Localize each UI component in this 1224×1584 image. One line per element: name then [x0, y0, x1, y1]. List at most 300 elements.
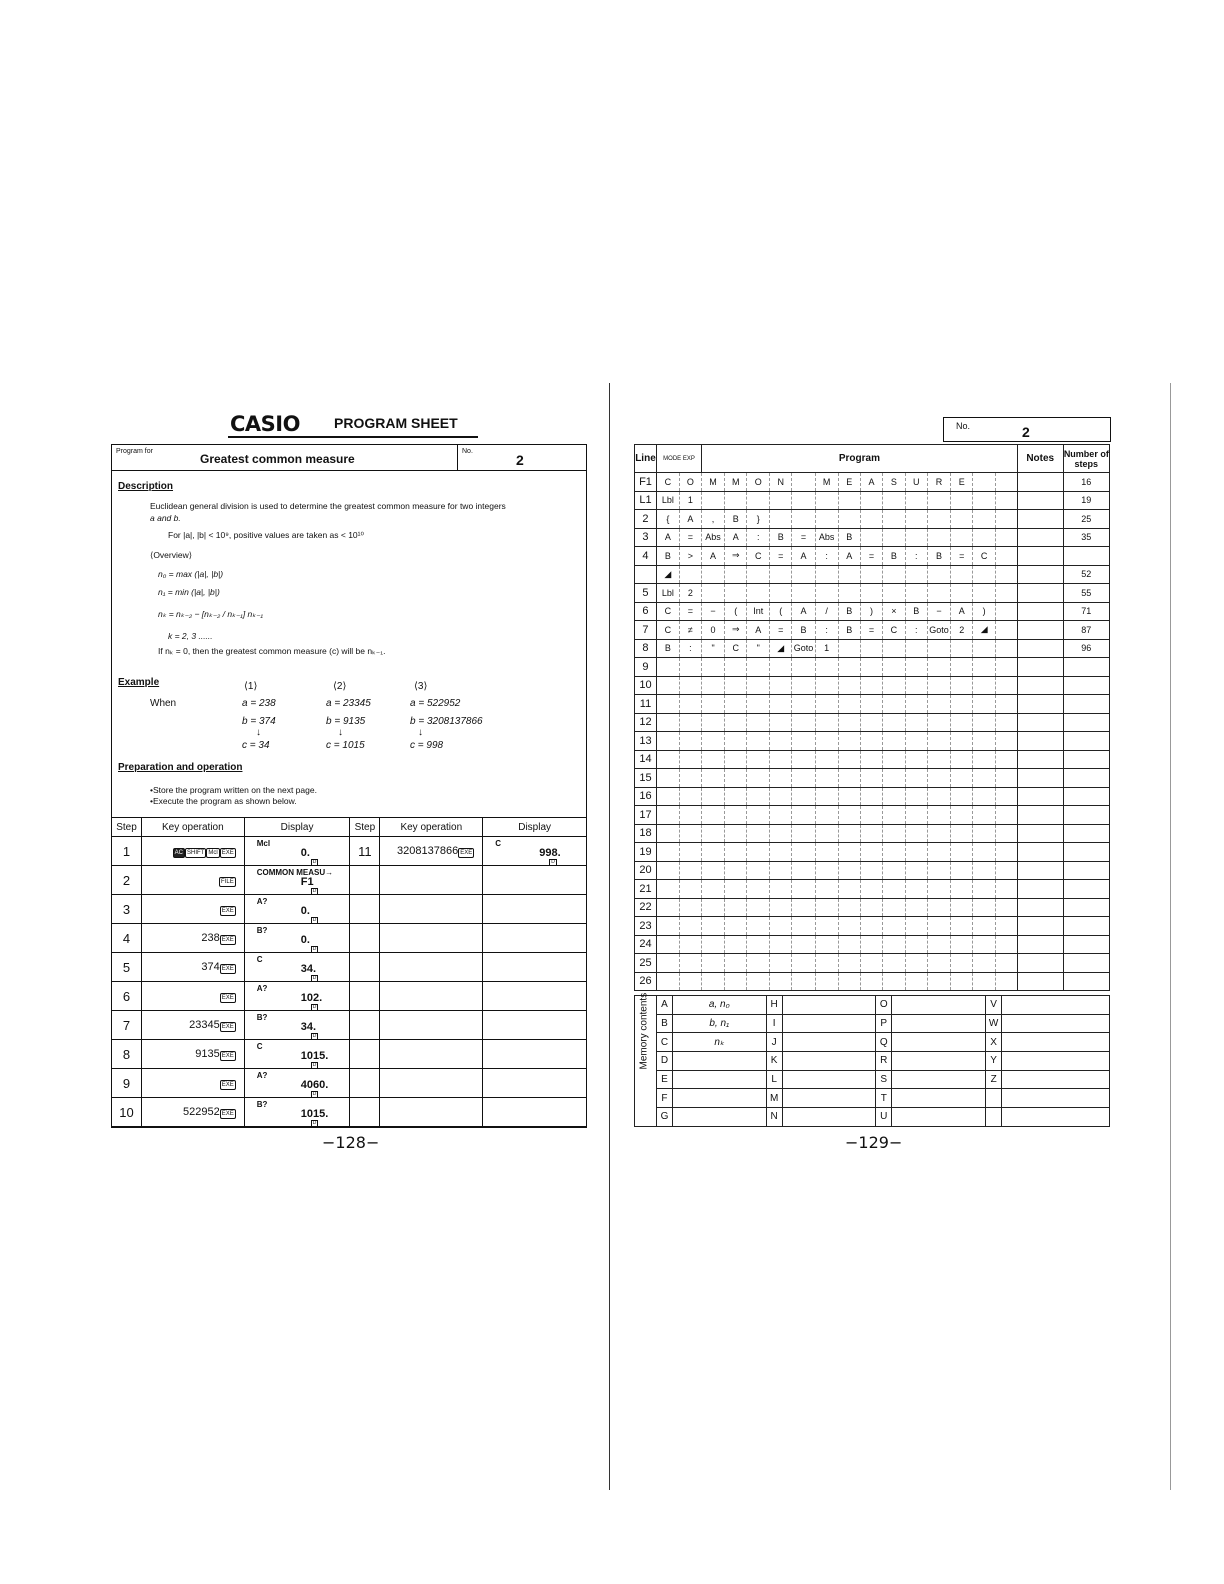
program-cell — [951, 658, 973, 677]
memory-key: T — [876, 1089, 892, 1108]
memory-row — [635, 1070, 1110, 1089]
memory-value — [892, 1052, 986, 1071]
memory-key — [985, 1108, 1001, 1127]
memory-value — [782, 996, 876, 1015]
program-cell — [995, 750, 1017, 769]
program-cell — [905, 584, 927, 603]
program-cell — [838, 584, 860, 603]
steps-cell: 19 — [1063, 491, 1109, 510]
program-cell: 1 — [679, 491, 701, 510]
program-cell — [883, 787, 905, 806]
line-number: F1 — [635, 473, 657, 492]
program-row — [635, 658, 1110, 677]
line-number: 11 — [635, 695, 657, 714]
program-cell — [770, 676, 792, 695]
program-cell — [927, 972, 950, 991]
program-cell — [905, 676, 927, 695]
program-cell — [905, 639, 927, 658]
program-cell — [860, 843, 882, 862]
line-number: 4 — [635, 547, 657, 566]
header-program: Program — [702, 445, 1018, 473]
program-cell — [656, 880, 679, 899]
program-cell — [927, 491, 950, 510]
right-edge — [1170, 383, 1171, 1490]
program-cell: × — [883, 602, 905, 621]
display-cell — [244, 895, 350, 924]
program-cell — [838, 695, 860, 714]
program-cell — [679, 806, 701, 825]
program-cell — [838, 658, 860, 677]
memory-key: U — [876, 1108, 892, 1127]
program-cell — [838, 843, 860, 862]
steps-cell — [1063, 843, 1109, 862]
program-cell: ( — [725, 602, 747, 621]
program-cell — [725, 713, 747, 732]
program-cell — [815, 935, 838, 954]
program-cell — [702, 954, 725, 973]
program-cell — [770, 898, 792, 917]
program-row — [635, 528, 1110, 547]
steps-cell — [1063, 917, 1109, 936]
program-cell — [860, 565, 882, 584]
program-cell — [747, 750, 770, 769]
notes-cell — [1017, 935, 1063, 954]
program-cell: ◢ — [656, 565, 679, 584]
key-operation — [380, 1069, 483, 1098]
program-cell — [995, 843, 1017, 862]
example-col2-label: ⟨2⟩ — [333, 681, 347, 692]
program-cell — [792, 769, 815, 788]
program-cell — [770, 861, 792, 880]
program-cell — [860, 935, 882, 954]
operation-row — [112, 1098, 587, 1127]
program-cell — [973, 861, 995, 880]
program-cell — [905, 491, 927, 510]
program-cell: Lbl — [656, 584, 679, 603]
program-cell — [995, 769, 1017, 788]
line-number: 2 — [635, 510, 657, 529]
program-cell — [995, 621, 1017, 640]
program-cell — [883, 639, 905, 658]
program-cell — [995, 695, 1017, 714]
program-cell — [725, 750, 747, 769]
program-cell — [747, 787, 770, 806]
program-cell — [770, 843, 792, 862]
key-operation — [380, 924, 483, 953]
program-cell — [905, 843, 927, 862]
program-cell — [973, 491, 995, 510]
key-operation — [141, 837, 244, 866]
notes-cell — [1017, 824, 1063, 843]
notes-cell — [1017, 639, 1063, 658]
program-row — [635, 713, 1110, 732]
steps-cell — [1063, 880, 1109, 899]
key-operation — [141, 1098, 244, 1127]
header-steps: Number of steps — [1063, 445, 1109, 473]
notes-cell — [1017, 491, 1063, 510]
memory-contents-label — [635, 993, 657, 1127]
program-cell — [951, 510, 973, 529]
display-cell — [483, 1040, 587, 1069]
program-cell — [860, 695, 882, 714]
program-cell — [747, 824, 770, 843]
memory-key: A — [656, 996, 672, 1015]
memory-key — [985, 1089, 1001, 1108]
program-row — [635, 972, 1110, 991]
program-cell — [747, 843, 770, 862]
program-cell — [747, 769, 770, 788]
program-cell — [973, 565, 995, 584]
program-cell — [679, 732, 701, 751]
line-number: 8 — [635, 639, 657, 658]
program-cell — [656, 824, 679, 843]
program-cell — [927, 935, 950, 954]
program-cell — [792, 898, 815, 917]
step-number — [350, 866, 380, 895]
program-cell — [883, 824, 905, 843]
memory-key: R — [876, 1052, 892, 1071]
description-line-1: Euclidean general division is used to determine the greatest common measure for two integers — [150, 501, 506, 511]
program-cell: : — [905, 621, 927, 640]
memory-row — [635, 1033, 1110, 1052]
program-cell — [725, 972, 747, 991]
program-cell: ◢ — [770, 639, 792, 658]
program-cell — [951, 528, 973, 547]
program-row — [635, 787, 1110, 806]
program-cell — [747, 806, 770, 825]
program-cell — [905, 861, 927, 880]
program-cell — [905, 935, 927, 954]
memory-row — [635, 1089, 1110, 1108]
program-cell — [927, 695, 950, 714]
program-cell — [702, 935, 725, 954]
display-cell — [244, 1098, 350, 1127]
line-number: 20 — [635, 861, 657, 880]
program-cell — [815, 695, 838, 714]
memory-value — [782, 1033, 876, 1052]
program-cell — [702, 824, 725, 843]
program-cell — [725, 880, 747, 899]
steps-cell: 16 — [1063, 473, 1109, 492]
program-cell: = — [770, 547, 792, 566]
program-cell — [838, 954, 860, 973]
display-indicator: D — [312, 1062, 317, 1068]
key-operation — [380, 982, 483, 1011]
program-cell: Abs — [815, 528, 838, 547]
memory-key: B — [656, 1014, 672, 1033]
notes-cell — [1017, 510, 1063, 529]
program-cell: − — [702, 602, 725, 621]
operation-row — [112, 1040, 587, 1069]
program-cell: Abs — [702, 528, 725, 547]
program-cell: M — [702, 473, 725, 492]
display-value: 0. — [300, 905, 310, 917]
program-cell — [883, 935, 905, 954]
program-cell — [815, 510, 838, 529]
notes-cell — [1017, 676, 1063, 695]
program-cell — [838, 676, 860, 695]
memory-key: W — [985, 1014, 1001, 1033]
steps-cell: 71 — [1063, 602, 1109, 621]
program-cell — [995, 972, 1017, 991]
program-cell — [815, 565, 838, 584]
program-cell — [951, 732, 973, 751]
program-cell: − — [927, 602, 950, 621]
program-cell — [792, 935, 815, 954]
program-cell — [860, 676, 882, 695]
prep-line-1: •Store the program written on the next page. — [150, 785, 317, 795]
memory-value — [672, 1052, 766, 1071]
program-cell — [973, 732, 995, 751]
program-cell — [951, 676, 973, 695]
program-cell — [747, 935, 770, 954]
program-cell — [860, 898, 882, 917]
program-cell: ⇒ — [725, 547, 747, 566]
program-cell — [973, 639, 995, 658]
program-cell — [702, 658, 725, 677]
program-cell — [995, 528, 1017, 547]
display-indicator: D — [551, 859, 555, 865]
program-cell — [951, 824, 973, 843]
display-indicator: D — [312, 1004, 317, 1010]
program-cell — [838, 713, 860, 732]
program-cell — [860, 750, 882, 769]
program-cell — [792, 510, 815, 529]
program-cell — [702, 732, 725, 751]
key-operation — [380, 953, 483, 982]
notes-cell — [1017, 880, 1063, 899]
line-number: 21 — [635, 880, 657, 899]
key-operation — [141, 866, 244, 895]
program-cell — [815, 750, 838, 769]
program-row — [635, 695, 1110, 714]
memory-key: Z — [985, 1070, 1001, 1089]
notes-cell — [1017, 861, 1063, 880]
program-cell — [702, 917, 725, 936]
example-col1-arrow: ↓ — [256, 727, 261, 738]
program-cell — [815, 880, 838, 899]
program-cell — [883, 695, 905, 714]
program-cell: 1 — [815, 639, 838, 658]
program-cell: M — [815, 473, 838, 492]
display-cell — [244, 1040, 350, 1069]
program-row — [635, 880, 1110, 899]
program-cell — [702, 713, 725, 732]
program-cell — [995, 880, 1017, 899]
program-cell: } — [747, 510, 770, 529]
memory-row — [635, 1014, 1110, 1033]
program-cell — [995, 806, 1017, 825]
memory-value — [672, 1089, 766, 1108]
program-cell — [951, 565, 973, 584]
program-cell — [815, 954, 838, 973]
program-cell — [973, 917, 995, 936]
notes-cell — [1017, 769, 1063, 788]
program-cell — [951, 972, 973, 991]
program-cell: B — [792, 621, 815, 640]
example-col1-label: ⟨1⟩ — [244, 681, 258, 692]
memory-key: N — [766, 1108, 782, 1127]
program-cell — [973, 658, 995, 677]
program-cell: A — [838, 547, 860, 566]
program-cell: 2 — [679, 584, 701, 603]
program-cell — [656, 750, 679, 769]
program-cell — [792, 695, 815, 714]
program-cell — [995, 491, 1017, 510]
key-cap: EXE — [221, 994, 234, 1001]
program-cell — [973, 824, 995, 843]
program-cell — [656, 843, 679, 862]
step-number: 4 — [112, 924, 142, 953]
header-display-2: Display — [483, 818, 587, 837]
example-col2-c: c = 1015 — [326, 740, 365, 751]
program-cell: = — [679, 602, 701, 621]
key-digits: 522952 — [182, 1105, 220, 1118]
key-cap: EXE — [221, 1052, 234, 1059]
line-number: 23 — [635, 917, 657, 936]
line-number: 14 — [635, 750, 657, 769]
memory-table — [634, 995, 1110, 1127]
line-number: L1 — [635, 491, 657, 510]
program-cell — [838, 824, 860, 843]
program-cell — [951, 713, 973, 732]
program-cell — [770, 806, 792, 825]
display-value: 34. — [300, 963, 317, 975]
program-cell: 2 — [951, 621, 973, 640]
program-cell: S — [883, 473, 905, 492]
program-cell — [838, 806, 860, 825]
program-cell — [770, 972, 792, 991]
program-cell — [883, 917, 905, 936]
step-number: 9 — [112, 1069, 142, 1098]
program-cell — [725, 861, 747, 880]
program-cell — [679, 917, 701, 936]
program-cell — [815, 769, 838, 788]
program-cell: A — [860, 473, 882, 492]
program-cell — [656, 787, 679, 806]
program-cell: ≠ — [679, 621, 701, 640]
steps-cell — [1063, 732, 1109, 751]
program-cell — [838, 510, 860, 529]
program-row — [635, 935, 1110, 954]
program-cell — [725, 843, 747, 862]
display-cell — [244, 1069, 350, 1098]
program-cell — [702, 880, 725, 899]
program-cell — [883, 510, 905, 529]
display-value: 998. — [539, 847, 561, 859]
program-cell — [927, 713, 950, 732]
program-cell — [747, 880, 770, 899]
program-cell — [883, 769, 905, 788]
program-cell — [860, 824, 882, 843]
program-cell — [656, 972, 679, 991]
program-cell — [792, 676, 815, 695]
program-cell — [995, 547, 1017, 566]
key-cap: EXE — [221, 1081, 234, 1088]
description-line-2: a and b. — [150, 513, 181, 523]
memory-row — [635, 996, 1110, 1015]
program-cell — [951, 695, 973, 714]
program-cell — [951, 861, 973, 880]
line-number: 17 — [635, 806, 657, 825]
program-cell — [815, 898, 838, 917]
example-col2-a: a = 23345 — [326, 698, 371, 709]
display-cell — [244, 1011, 350, 1040]
memory-value — [892, 1033, 986, 1052]
operation-row — [112, 866, 587, 895]
key-cap: EXE — [460, 849, 473, 856]
memory-value — [782, 1052, 876, 1071]
program-cell — [860, 787, 882, 806]
steps-cell — [1063, 547, 1109, 566]
key-cap: EXE — [221, 907, 234, 914]
program-cell — [792, 954, 815, 973]
program-cell — [747, 658, 770, 677]
program-cell — [770, 510, 792, 529]
program-cell — [679, 935, 701, 954]
step-number — [350, 924, 380, 953]
memory-value — [1002, 1033, 1110, 1052]
memory-value — [1002, 996, 1110, 1015]
program-cell: R — [927, 473, 950, 492]
program-cell — [995, 787, 1017, 806]
notes-cell — [1017, 602, 1063, 621]
notes-cell — [1017, 658, 1063, 677]
program-cell — [995, 473, 1017, 492]
program-cell — [815, 972, 838, 991]
program-cell — [838, 935, 860, 954]
program-cell — [860, 528, 882, 547]
display-top: C — [256, 955, 263, 964]
program-cell — [927, 898, 950, 917]
key-digits: 238 — [201, 931, 220, 944]
program-cell — [973, 584, 995, 603]
program-cell — [860, 713, 882, 732]
memory-key: P — [876, 1014, 892, 1033]
program-cell — [679, 658, 701, 677]
memory-value — [1002, 1014, 1110, 1033]
display-indicator: D — [312, 946, 317, 952]
example-col3-arrow: ↓ — [418, 727, 423, 738]
program-cell — [815, 676, 838, 695]
program-cell — [770, 954, 792, 973]
program-cell — [725, 491, 747, 510]
memory-value — [782, 1014, 876, 1033]
program-cell: A — [702, 547, 725, 566]
program-cell — [747, 861, 770, 880]
program-row — [635, 732, 1110, 751]
notes-cell — [1017, 473, 1063, 492]
program-cell — [702, 898, 725, 917]
steps-cell — [1063, 954, 1109, 973]
program-cell — [860, 806, 882, 825]
program-cell — [951, 880, 973, 899]
program-cell — [883, 528, 905, 547]
program-cell — [883, 750, 905, 769]
program-cell — [770, 935, 792, 954]
program-cell: C — [883, 621, 905, 640]
program-cell — [815, 584, 838, 603]
program-cell — [995, 676, 1017, 695]
program-cell — [860, 954, 882, 973]
program-cell: ( — [770, 602, 792, 621]
program-cell — [702, 787, 725, 806]
notes-cell — [1017, 954, 1063, 973]
key-operation — [141, 982, 244, 1011]
program-cell — [815, 713, 838, 732]
program-cell — [905, 732, 927, 751]
line-number: 24 — [635, 935, 657, 954]
